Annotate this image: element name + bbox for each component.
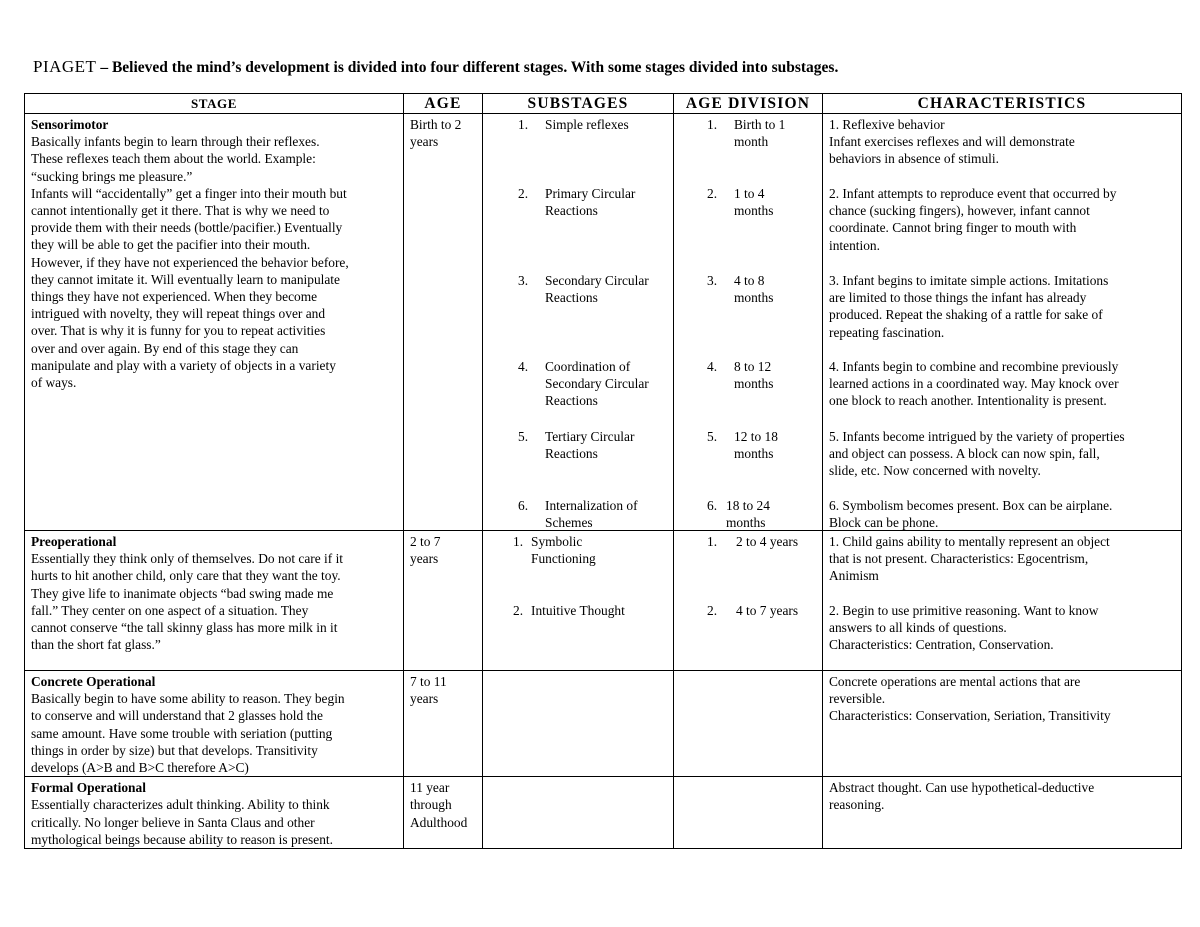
age-division-text: 4 to 8 months bbox=[734, 273, 774, 306]
age-division-num: 2. bbox=[707, 186, 718, 201]
substages-cell bbox=[483, 777, 674, 849]
age-division-text: 12 to 18 months bbox=[734, 429, 778, 462]
characteristics-cell bbox=[823, 671, 1182, 777]
stage-name: Sensorimotor bbox=[31, 117, 109, 132]
substage-text: Intuitive Thought bbox=[531, 603, 625, 618]
substage-item bbox=[483, 602, 669, 619]
age-division-cell bbox=[674, 114, 823, 531]
substage-text: Secondary Circular Reactions bbox=[545, 273, 649, 306]
characteristic-item: 1. Child gains ability to mentally represent an object that is not present. Characteristics: Egocentrism, Animism bbox=[829, 534, 1110, 584]
age-division-item bbox=[674, 602, 818, 619]
table-row bbox=[25, 777, 1182, 849]
substage-num: 6. bbox=[518, 498, 529, 513]
stage-cell bbox=[25, 671, 404, 777]
substage-num: 1. bbox=[518, 117, 529, 132]
age-division-num: 5. bbox=[707, 429, 718, 444]
age-division-text: 18 to 24 months bbox=[726, 498, 770, 531]
stage-cell bbox=[25, 114, 404, 531]
age-division-item bbox=[674, 272, 818, 306]
table-row bbox=[25, 114, 1182, 531]
stage-name: Concrete Operational bbox=[31, 674, 156, 689]
substage-text: Coordination of Secondary Circular Reactions bbox=[545, 359, 649, 409]
age-division-text: 2 to 4 years bbox=[736, 534, 799, 549]
age-cell bbox=[404, 671, 483, 777]
age-division-cell bbox=[674, 777, 823, 849]
header-characteristics: CHARACTERISTICS bbox=[823, 94, 1182, 114]
age-cell bbox=[404, 114, 483, 531]
header-stage: STAGE bbox=[25, 94, 404, 114]
stage-name: Preoperational bbox=[31, 534, 117, 549]
stage-description: Essentially they think only of themselves. Do not care if it hurts to hit another child, only care that they want the toy. They give life to inanimate objects “bad swing made me fall.” They center on one aspect of a situation. They cannot conserve “the tall skinny glass has more milk in it than the short fat glass.” bbox=[31, 551, 344, 653]
age-division-num: 2. bbox=[707, 603, 718, 618]
stage-cell bbox=[25, 777, 404, 849]
header-age-division: AGE DIVISION bbox=[674, 94, 823, 114]
title-lead: PIAGET bbox=[33, 57, 97, 76]
substage-item bbox=[483, 358, 669, 410]
characteristic-item: 2. Infant attempts to reproduce event that occurred by chance (sucking fingers), however, infant cannot coordinate. Cannot bring finger to mouth with intention. bbox=[829, 186, 1117, 253]
stage-description: Basically infants begin to learn through their reflexes. These reflexes teach them about the world. Example: “sucking brings me pleasure.” Infants will “accidentally” get a finger into their mouth but cannot intentionally get it there. That is why we need to provide them with their needs (bottle/pacifier.) Eventually they will be able to get the pacifier into their mouth. However, if they have not experienced the behavior before, they cannot imitate it. Will eventually learn to manipulate things they have not experienced. When they become intrigued with novelty, they will repeat things over and over. That is why it is funny for you to repeat activities over and over again. By end of this stage they can manipulate and play with a variety of objects in a variety of ways. bbox=[31, 134, 349, 391]
substage-num: 4. bbox=[518, 359, 529, 374]
characteristic-item: 2. Begin to use primitive reasoning. Want to know answers to all kinds of questions. Characteristics: Centration, Conservation. bbox=[829, 603, 1099, 653]
age-value: 11 year through Adulthood bbox=[410, 780, 468, 830]
age-division-num: 6. bbox=[707, 498, 718, 513]
age-division-item bbox=[674, 428, 818, 462]
age-division-text: Birth to 1 month bbox=[734, 117, 786, 150]
substage-item bbox=[483, 185, 669, 219]
substage-item bbox=[483, 497, 669, 531]
substage-text: Symbolic Functioning bbox=[531, 534, 596, 567]
title-text: – Believed the mind’s development is divided into four different stages. With some stages divided into substages. bbox=[96, 59, 839, 76]
substage-num: 2. bbox=[518, 186, 529, 201]
age-division-num: 4. bbox=[707, 359, 718, 374]
age-division-cell bbox=[674, 671, 823, 777]
age-division-text: 8 to 12 months bbox=[734, 359, 774, 392]
characteristic-item: 4. Infants begin to combine and recombine previously learned actions in a coordinated way. May knock over one block to reach another. Intentionality is present. bbox=[829, 359, 1119, 409]
characteristic-item: 5. Infants become intrigued by the variety of properties and object can possess. A block can now spin, fall, slide, etc. Now concerned with novelty. bbox=[829, 429, 1125, 479]
header-substages: SUBSTAGES bbox=[483, 94, 674, 114]
age-division-text: 4 to 7 years bbox=[736, 603, 799, 618]
substage-text: Simple reflexes bbox=[545, 117, 629, 132]
age-cell bbox=[404, 777, 483, 849]
substage-num: 5. bbox=[518, 429, 529, 444]
stage-description: Essentially characterizes adult thinking. Ability to think critically. No longer believe in Santa Claus and other mythological beings because ability to reason is present. bbox=[31, 797, 333, 847]
substage-text: Internalization of Schemes bbox=[545, 498, 638, 531]
age-value: 2 to 7 years bbox=[410, 534, 441, 567]
characteristic-item: Abstract thought. Can use hypothetical-deductive reasoning. bbox=[829, 780, 1095, 813]
age-division-item bbox=[674, 533, 818, 550]
age-division-item bbox=[674, 497, 818, 531]
age-value: 7 to 11 years bbox=[410, 674, 447, 707]
age-division-item bbox=[674, 358, 818, 392]
table-header-row bbox=[25, 94, 1182, 114]
stage-description: Basically begin to have some ability to reason. They begin to conserve and will understand that 2 glasses hold the same amount. Have some trouble with seriation (putting things in order by size) but that develops. Transitivity develops (A>B and B>C therefore A>C) bbox=[31, 691, 345, 776]
substage-item bbox=[483, 116, 669, 133]
substage-num: 1. bbox=[513, 534, 524, 549]
stage-name: Formal Operational bbox=[31, 780, 146, 796]
characteristics-cell bbox=[823, 114, 1182, 531]
substage-item bbox=[483, 272, 669, 306]
substage-num: 2. bbox=[513, 603, 524, 618]
table-row bbox=[25, 531, 1182, 671]
substages-cell bbox=[483, 114, 674, 531]
substages-cell bbox=[483, 531, 674, 671]
characteristic-item: 3. Infant begins to imitate simple actions. Imitations are limited to those things the infant has already produced. Repeat the shaking of a rattle for sake of repeating fascination. bbox=[829, 273, 1109, 340]
age-division-num: 1. bbox=[707, 117, 718, 132]
characteristic-item: 1. Reflexive behavior Infant exercises reflexes and will demonstrate behaviors in absence of stimuli. bbox=[829, 117, 1075, 167]
substage-item bbox=[483, 428, 669, 462]
age-division-item bbox=[674, 116, 818, 150]
stage-cell bbox=[25, 531, 404, 671]
characteristics-cell bbox=[823, 531, 1182, 671]
substage-text: Primary Circular Reactions bbox=[545, 186, 636, 219]
age-value: Birth to 2 years bbox=[410, 117, 462, 150]
substage-item bbox=[483, 533, 669, 567]
page-title bbox=[33, 56, 1183, 79]
characteristics-cell bbox=[823, 777, 1182, 849]
header-age: AGE bbox=[404, 94, 483, 114]
age-division-num: 1. bbox=[707, 534, 718, 549]
piaget-stages-table bbox=[24, 93, 1182, 849]
age-division-cell bbox=[674, 531, 823, 671]
age-division-item bbox=[674, 185, 818, 219]
characteristic-item: 6. Symbolism becomes present. Box can be airplane. Block can be phone. bbox=[829, 498, 1113, 531]
substage-text: Tertiary Circular Reactions bbox=[545, 429, 635, 462]
characteristic-item: Concrete operations are mental actions that are reversible. Characteristics: Conservation, Seriation, Transitivity bbox=[829, 674, 1111, 724]
substages-cell bbox=[483, 671, 674, 777]
table-row bbox=[25, 671, 1182, 777]
age-cell bbox=[404, 531, 483, 671]
age-division-num: 3. bbox=[707, 273, 718, 288]
age-division-text: 1 to 4 months bbox=[734, 186, 774, 219]
substage-num: 3. bbox=[518, 273, 529, 288]
